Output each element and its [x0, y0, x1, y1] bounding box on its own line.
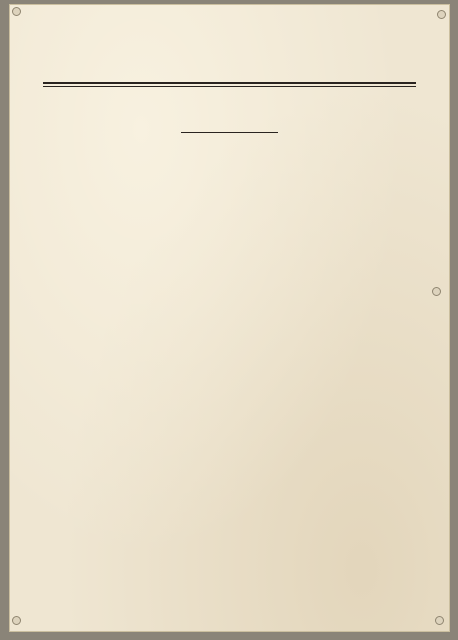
subtitle-rule: [181, 132, 278, 133]
pin-hole-icon: [12, 616, 21, 625]
pin-hole-icon: [437, 10, 446, 19]
title-rule-thin: [43, 86, 416, 87]
quarantine-poster: [9, 4, 450, 632]
pin-hole-icon: [435, 616, 444, 625]
pin-hole-icon: [12, 7, 21, 16]
title-rule: [43, 82, 416, 84]
pin-hole-icon: [432, 287, 441, 296]
